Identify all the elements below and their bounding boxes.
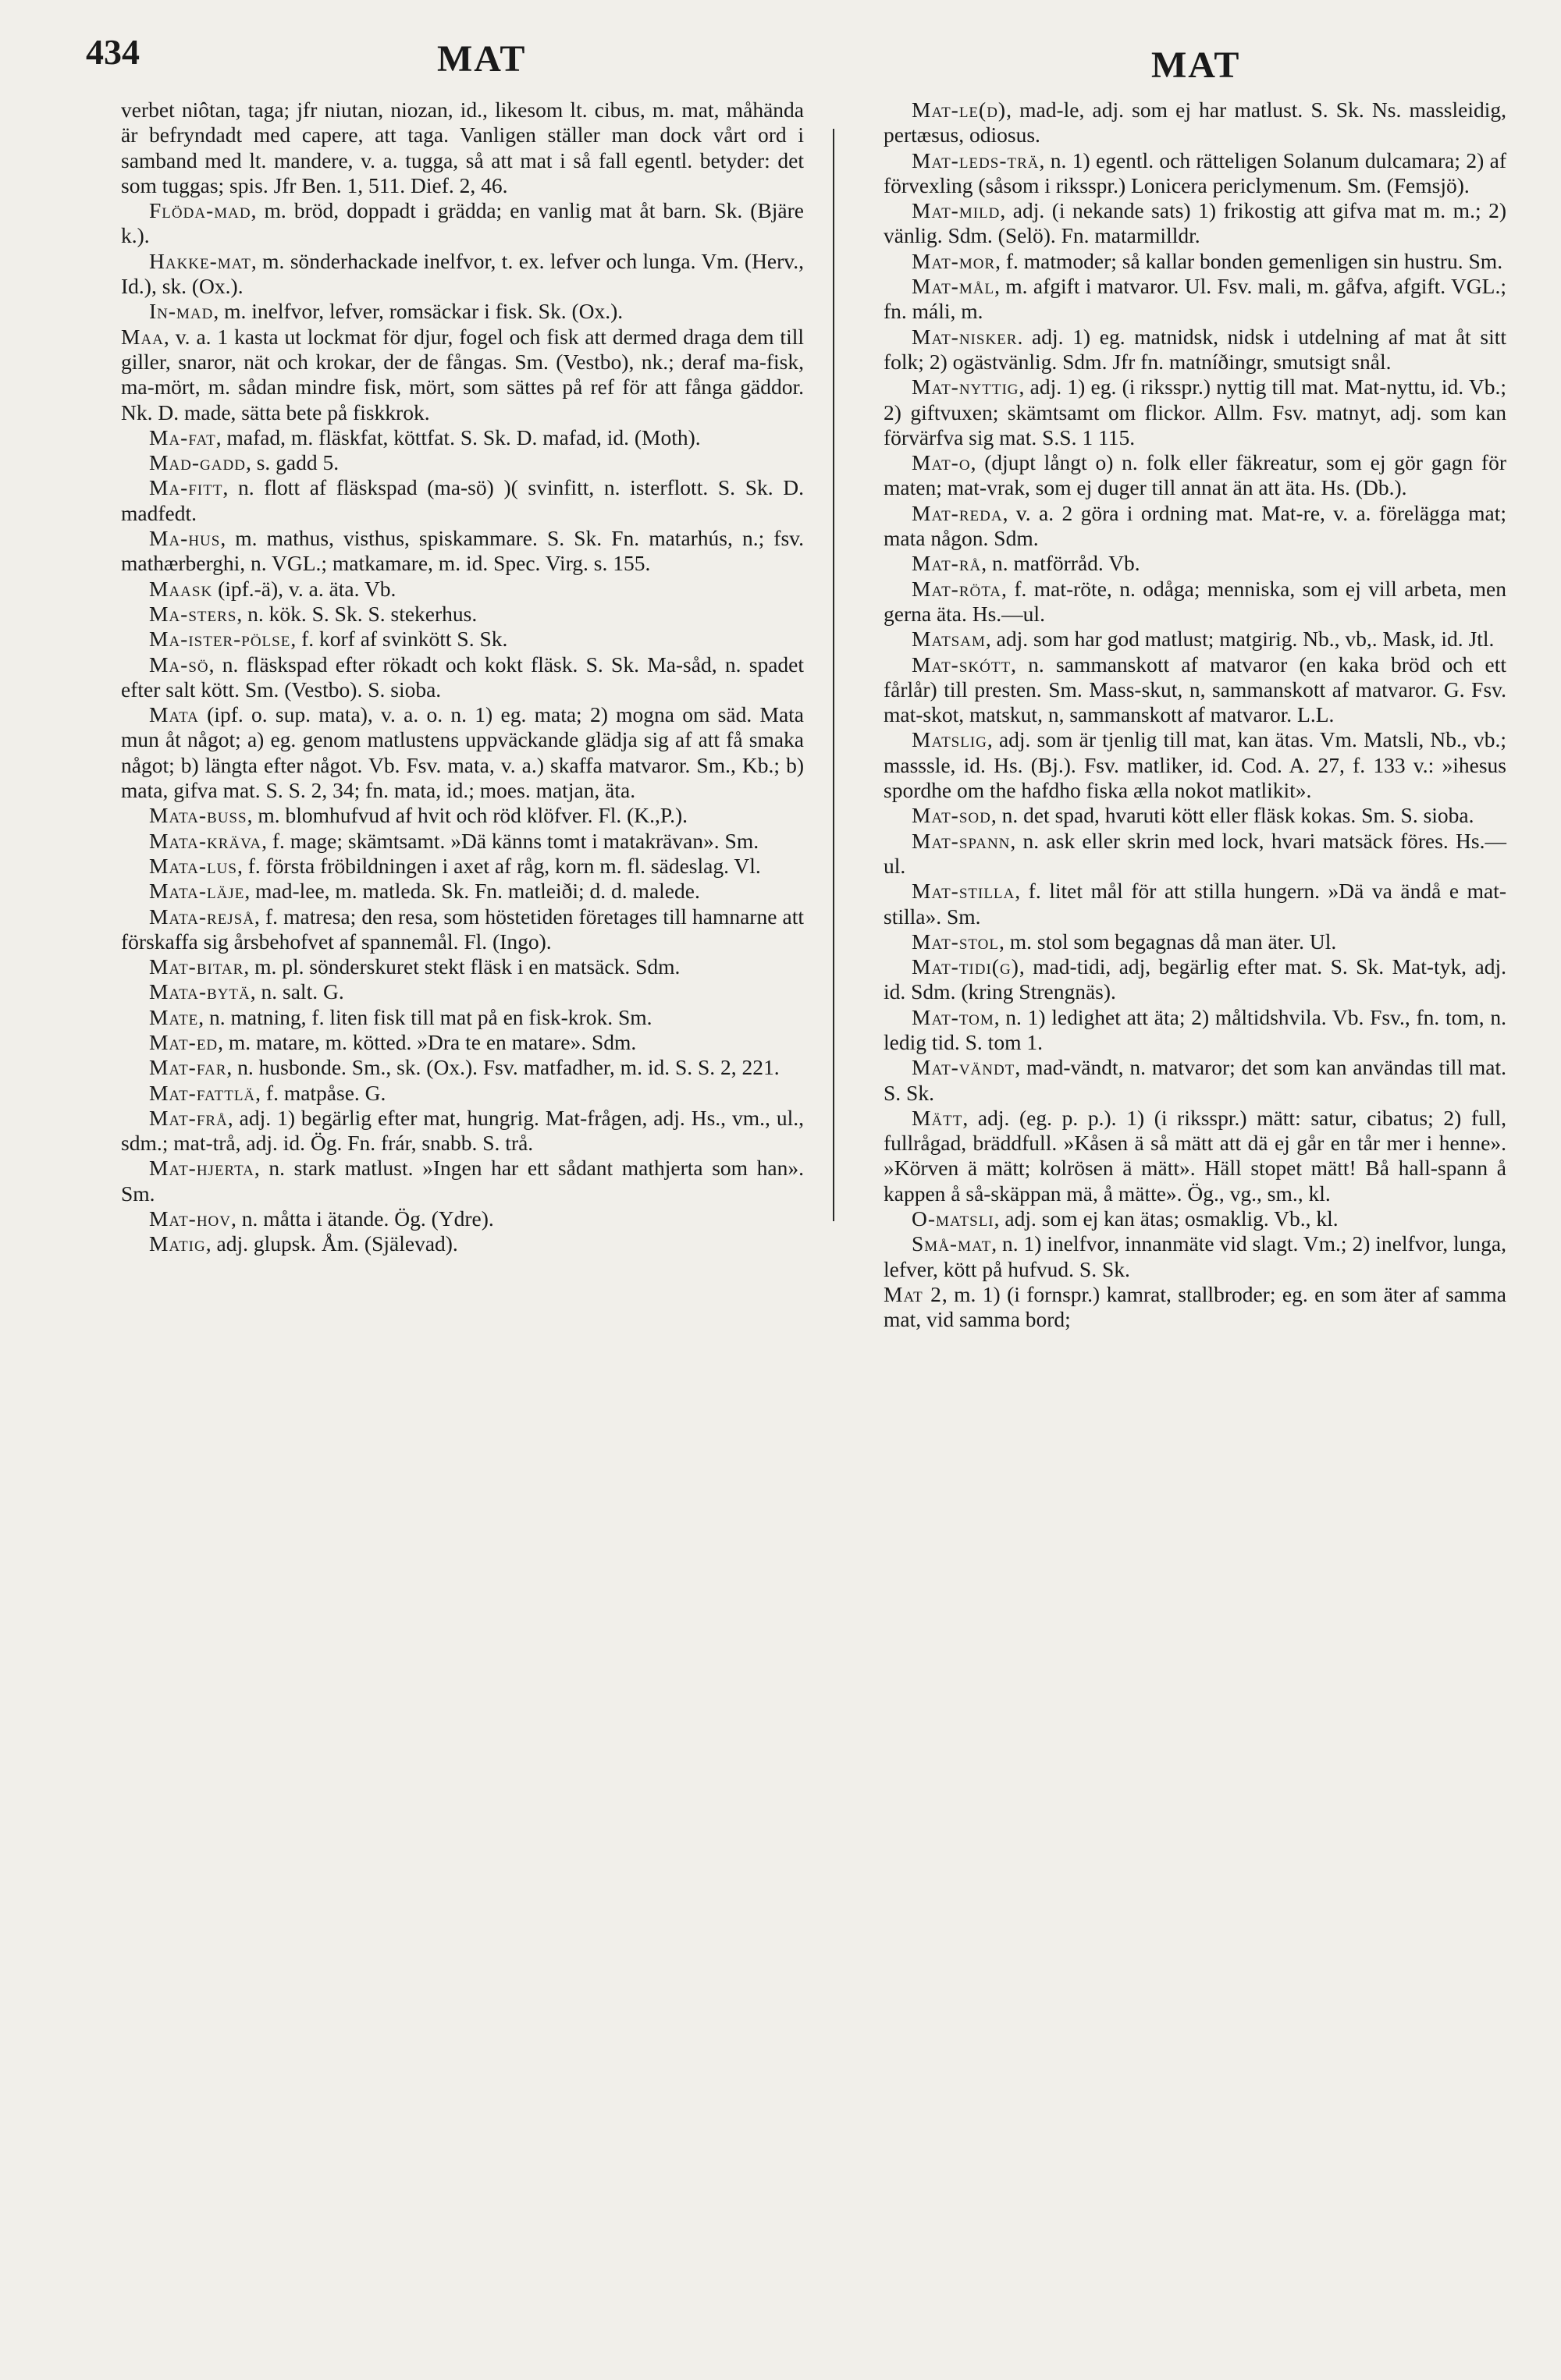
running-header-left: MAT — [437, 38, 527, 80]
dictionary-entry — [884, 375, 1506, 450]
entry-definition: , adj. som har god matlust; matgirig. Nb., vb,. Mask, id. Jtl. — [985, 627, 1495, 652]
entry-headword: Mat-leds-trä — [912, 147, 1040, 172]
entry-headword: Mata-läje — [149, 879, 245, 904]
entry-definition: , n. det spad, hvaruti kött eller fläsk kokas. Sm. S. sioba. — [990, 803, 1474, 828]
entry-headword: Mat-nisker — [912, 324, 1018, 349]
entry-definition: , n. flott af fläskspad (ma-sö) )( svinfitt, n. isterflott. S. Sk. D. madfedt. — [121, 475, 804, 525]
entry-definition: , f. matmoder; så kallar bonden gemenligen sin hustru. Sm. — [995, 248, 1503, 273]
entry-definition: verbet niôtan, taga; jfr niutan, niozan, id., likesom lt. cibus, m. mat, måhända är befryndadt med capere, att taga. Vanligen ställer man dock vårt ord i samband med lt. mandere, v. a. tugga, så att mat i så fall egentl. betyder: det som tuggas; spis. Jfr Ben. 1, 511. Dief. 2, 46. — [121, 98, 804, 197]
dictionary-entry — [121, 879, 804, 904]
entry-definition: , v. a. 1 kasta ut lockmat för djur, fogel och fisk att dermed draga dem till giller, snaror, nät och krokar, der de fångas. Sm. (Vestbo), nk.; deraf ma-fisk, ma-mört, m. sådan mindre fisk, mört, som sättes på ref för att fånga gäddor. Nk. D. made, sätta bete på fiskkrok. — [121, 324, 804, 424]
dictionary-entry — [884, 274, 1506, 325]
dictionary-entry — [121, 1005, 804, 1030]
dictionary-entry — [884, 1231, 1506, 1282]
entry-definition: , m. stol som begagnas då man äter. Ul. — [999, 929, 1337, 954]
dictionary-entry — [884, 727, 1506, 803]
entry-headword: Mat-le(d) — [912, 98, 1007, 122]
entry-definition: , f. matresa; den resa, som höstetiden företages till hamnarne att förskaffa sig årsbehofvet af spannemål. Fl. (Ingo). — [121, 904, 804, 954]
dictionary-entry — [884, 1206, 1506, 1231]
entry-headword: O-matsli — [912, 1206, 994, 1231]
entry-headword: Ma-sö — [149, 652, 209, 677]
dictionary-entry — [121, 829, 804, 854]
entry-definition: , mad-lee, m. matleda. Sk. Fn. matleiði; d. d. malede. — [244, 879, 700, 904]
dictionary-entry — [884, 551, 1506, 576]
entry-headword: Mat-stilla — [912, 879, 1015, 904]
dictionary-entry — [121, 1231, 804, 1256]
entry-definition: , f. mage; skämtsamt. »Dä känns tomt i matakrävan». Sm. — [261, 828, 759, 853]
entry-headword: Hakke-mat — [149, 248, 251, 273]
entry-definition: , mad-le, adj. som ej har matlust. S. Sk. Ns. massleidig, pertæsus, odiosus. — [884, 98, 1506, 147]
entry-headword: Mat-ed — [149, 1029, 219, 1054]
dictionary-entry — [884, 148, 1506, 199]
dictionary-entry — [121, 1081, 804, 1106]
entry-headword: Mat-far — [149, 1055, 227, 1080]
entry-definition: , adj. 1) eg. (i riksspr.) nyttig till mat. Mat-nyttu, id. Vb.; 2) giftvuxen; skämtsamt om flickor. Allm. Fsv. matnyt, adj. som kan förvärfva sig mat. S.S. 1 115. — [884, 375, 1506, 449]
entry-definition: , mad-tidi, adj, begärlig efter mat. S. Sk. Mat-tyk, adj. id. Sdm. (kring Strengnäs). — [884, 954, 1506, 1004]
entry-headword: Maa — [121, 324, 164, 349]
entry-definition: , n. fläskspad efter rökadt och kokt fläsk. S. Sk. Ma-såd, n. spadet efter salt kött. Sm. (Vestbo). S. sioba. — [121, 652, 804, 702]
dictionary-entry — [121, 425, 804, 450]
entry-headword: Ma-fitt — [149, 475, 223, 500]
dictionary-entry — [121, 1106, 804, 1156]
entry-definition: , f. första fröbildningen i axet af råg, korn m. fl. sädeslag. Vl. — [236, 853, 761, 878]
dictionary-entry — [121, 450, 804, 475]
entry-headword: Mat-fattlä — [149, 1080, 256, 1105]
entry-definition: , mad-vändt, n. matvaror; det som kan användas till mat. S. Sk. — [884, 1055, 1506, 1105]
entry-headword: Mata-kräva — [149, 828, 262, 853]
dictionary-entry — [121, 1156, 804, 1206]
entry-definition: , m. inelfvor, lefver, romsäckar i fisk. Sk. (Ox.). — [213, 299, 624, 324]
entry-headword: Mat-röta — [912, 576, 1002, 601]
dictionary-entry — [884, 249, 1506, 274]
dictionary-entry — [884, 652, 1506, 728]
entry-definition: , adj. (eg. p. p.). 1) (i riksspr.) mätt: satur, cibatus; 2) full, fullrågad, bräddfull. »Kåsen ä så mätt att dä ej går en tår mer i henne». »Körven ä mätt; kolrösen ä mätt». Häll stopet mätt! Bå hall-spann å kappen å så-skäppan mä, å mätte». Ög., vg., sm., kl. — [884, 1105, 1506, 1206]
dictionary-entry — [884, 501, 1506, 552]
right-column — [884, 98, 1506, 1333]
dictionary-entry — [121, 198, 804, 249]
entry-headword: Mat-mild — [912, 198, 1001, 223]
entry-headword: Mat-mor — [912, 248, 996, 273]
entry-definition: , n. ask eller skrin med lock, hvari matsäck föres. Hs.—ul. — [884, 828, 1506, 878]
entry-definition: , f. mat-röte, n. odåga; menniska, som ej vill arbeta, men gerna äta. Hs.—ul. — [884, 576, 1506, 626]
entry-definition: , adj. 1) begärlig efter mat, hungrig. Mat-frågen, adj. Hs., vm., ul., sdm.; mat-trå, adj. id. Ög. Fn. frár, snabb. S. trå. — [121, 1105, 804, 1156]
entry-definition: , f. matpåse. G. — [255, 1080, 386, 1105]
entry-headword: Flöda-mad — [149, 198, 251, 223]
page-number: 434 — [86, 32, 140, 72]
entry-definition: , m. 1) (i fornspr.) kamrat, stallbroder; eg. en som äter af samma mat, vid samma bord; — [884, 1281, 1506, 1332]
dictionary-entry — [121, 1055, 804, 1080]
dictionary-entry — [121, 803, 804, 828]
dictionary-entry — [121, 98, 804, 198]
entry-headword: Mata-lus — [149, 853, 237, 878]
dictionary-entry — [121, 904, 804, 955]
entry-definition: , v. a. 2 göra i ordning mat. Mat-re, v. a. förelägga mat; mata någon. Sdm. — [884, 500, 1506, 551]
dictionary-entry — [884, 325, 1506, 375]
entry-headword: Mat-tom — [912, 1004, 994, 1029]
entry-headword: Mat-reda — [912, 500, 1003, 525]
entry-headword: Mat-o — [912, 450, 971, 475]
entry-definition: , f. litet mål för att stilla hungern. »Dä va ändå e mat-stilla». Sm. — [884, 879, 1506, 929]
entry-headword: Mat-frå — [149, 1105, 228, 1130]
entry-headword: Ma-fat — [149, 424, 216, 449]
entry-headword: Mat-nyttig — [912, 375, 1019, 400]
entry-definition: , n. matning, f. liten fisk till mat på en fisk-krok. Sm. — [198, 1004, 652, 1029]
dictionary-entry — [884, 1055, 1506, 1106]
dictionary-entry — [884, 450, 1506, 501]
dictionary-entry — [884, 929, 1506, 954]
entry-headword: Mat-bitar — [149, 954, 244, 979]
entry-headword: Mat-spann — [912, 828, 1011, 853]
entry-definition: , n. matförråd. Vb. — [981, 551, 1140, 576]
dictionary-entry — [884, 198, 1506, 249]
entry-definition: , n. 1) inelfvor, innanmäte vid slagt. Vm.; 2) inelfvor, lunga, lefver, kött på hufvud. S. Sk. — [884, 1231, 1506, 1281]
entry-definition: (ipf. o. sup. mata), v. a. o. n. 1) eg. mata; 2) mogna om säd. Mata mun åt något; a) eg. genom matlustens uppväckande glädja sig af att få smaka något; b) längta efter något. Vb. Fsv. mata, v. a.) skaffa matvaror. Sm., Kb.; b) mata, gifva mat. S. S. 2, 34; fn. mata, id.; moes. matjan, äta. — [121, 702, 804, 803]
entry-definition: , m. blomhufvud af hvit och röd klöfver. Fl. (K.,P.). — [247, 803, 688, 828]
entry-headword: Mata — [149, 702, 199, 727]
entry-headword: Mata-rejså — [149, 904, 254, 929]
dictionary-entry — [884, 879, 1506, 929]
entry-definition: , n. sammanskott af matvaror (en kaka bröd och ett fårlår) till presten. Sm. Mass-skut, n, sammanskott af matvaror. G. Fsv. mat-skot, matskut, n, sammanskott af matvaror. L.L. — [884, 652, 1506, 727]
entry-definition: , n. 1) ledighet att äta; 2) måltidshvila. Vb. Fsv., fn. tom, n. ledig tid. S. tom 1. — [884, 1004, 1506, 1054]
dictionary-entry — [884, 98, 1506, 148]
entry-headword: Maask — [149, 576, 213, 601]
entry-headword: Mat-hov — [149, 1206, 231, 1231]
dictionary-entry — [884, 1282, 1506, 1333]
entry-definition: , (djupt långt o) n. folk eller fäkreatur, som ej gör gagn för maten; mat-vrak, som ej duger till annat än att äta. Hs. (Db.). — [884, 450, 1506, 500]
entry-definition: , m. bröd, doppadt i grädda; en vanlig mat åt barn. Sk. (Bjäre k.). — [121, 198, 804, 248]
entry-headword: Mat-vändt — [912, 1055, 1015, 1080]
dictionary-entry — [884, 829, 1506, 879]
dictionary-entry — [121, 854, 804, 879]
dictionary-entry — [884, 577, 1506, 627]
entry-definition: , adj. glupsk. Åm. (Själevad). — [205, 1231, 458, 1256]
entry-definition: , n. kök. S. Sk. S. stekerhus. — [236, 601, 478, 626]
entry-headword: Mätt — [912, 1105, 963, 1130]
entry-headword: Ma-ister-pölse — [149, 627, 291, 652]
dictionary-entry — [121, 1206, 804, 1231]
dictionary-entry — [121, 1030, 804, 1055]
entry-definition: , m. mathus, visthus, spiskammare. S. Sk. Fn. matarhús, n.; fsv. mathærberghi, n. VGL.; matkamare, m. id. Spec. Virg. s. 155. — [121, 526, 804, 576]
entry-definition: , n. 1) egentl. och rätteligen Solanum dulcamara; 2) af förvexling (såsom i riksspr.) Lonicera periclymenum. Sm. (Femsjö). — [884, 147, 1506, 197]
dictionary-entry — [121, 602, 804, 627]
entry-definition: , m. matare, m. kötted. »Dra te en matare». Sdm. — [218, 1029, 637, 1054]
dictionary-entry — [884, 627, 1506, 652]
running-header-right: MAT — [1151, 44, 1241, 86]
entry-headword: Mate — [149, 1004, 199, 1029]
entry-headword: Mat-stol — [912, 929, 999, 954]
entry-headword: Mata-bytä — [149, 979, 251, 1004]
entry-definition: (ipf.-ä), v. a. äta. Vb. — [212, 576, 396, 601]
entry-headword: Mat-hjerta — [149, 1156, 254, 1181]
dictionary-entry — [121, 627, 804, 652]
entry-definition: , m. pl. sönderskuret stekt fläsk i en matsäck. Sdm. — [244, 954, 681, 979]
entry-headword: Mat-skótt — [912, 652, 1012, 677]
entry-headword: Mata-buss — [149, 803, 247, 828]
entry-headword: Mat 2 — [884, 1281, 942, 1306]
dictionary-entry — [121, 249, 804, 300]
entry-definition: , mafad, m. fläskfat, köttfat. S. Sk. D. mafad, id. (Moth). — [215, 424, 701, 449]
entry-definition: , n. måtta i ätande. Ög. (Ydre). — [231, 1206, 494, 1231]
entry-headword: Matig — [149, 1231, 206, 1256]
entry-headword: Mat-sod — [912, 803, 991, 828]
entry-headword: Ma-hus — [149, 526, 221, 551]
entry-headword: Mat-mål — [912, 274, 995, 299]
entry-definition: , s. gadd 5. — [245, 450, 340, 475]
dictionary-entry — [121, 979, 804, 1004]
entry-headword: Matslig — [912, 727, 987, 752]
entry-definition: , f. korf af svinkött S. Sk. — [290, 627, 508, 652]
left-column — [121, 98, 804, 1257]
dictionary-entry — [121, 652, 804, 703]
entry-definition: , adj. som ej kan ätas; osmaklig. Vb., kl. — [994, 1206, 1339, 1231]
entry-definition: . adj. 1) eg. matnidsk, nidsk i utdelning af mat åt sitt folk; 2) ogästvänlig. Sdm. Jfr fn. matníðingr, smutsigt snål. — [884, 324, 1506, 374]
entry-headword: Matsam — [912, 627, 986, 652]
entry-headword: Mat-rå — [912, 551, 982, 576]
entry-definition: , n. stark matlust. »Ingen har ett sådant mathjerta som han». Sm. — [121, 1156, 804, 1206]
entry-definition: , adj. (i nekande sats) 1) frikostig att gifva mat m. m.; 2) vänlig. Sdm. (Selö). Fn. matarmilldr. — [884, 198, 1506, 248]
entry-headword: Mad-gadd — [149, 450, 246, 475]
dictionary-entry — [121, 577, 804, 602]
dictionary-entry — [884, 803, 1506, 828]
dictionary-entry — [121, 954, 804, 979]
column-divider — [833, 129, 834, 1221]
entry-definition: , n. salt. G. — [250, 979, 344, 1004]
dictionary-entry — [884, 1106, 1506, 1206]
entry-definition: , m. sönderhackade inelfvor, t. ex. lefver och lunga. Vm. (Herv., Id.), sk. (Ox.). — [121, 248, 804, 299]
dictionary-entry — [121, 475, 804, 526]
dictionary-entry — [884, 1005, 1506, 1056]
entry-definition: , n. husbonde. Sm., sk. (Ox.). Fsv. matfadher, m. id. S. S. 2, 221. — [226, 1055, 780, 1080]
entry-headword: Ma-sters — [149, 601, 237, 626]
dictionary-entry — [121, 526, 804, 577]
dictionary-entry — [884, 954, 1506, 1005]
entry-headword: Mat-tidi(g) — [912, 954, 1019, 979]
dictionary-entry — [121, 299, 804, 324]
entry-headword: Små-mat — [912, 1231, 992, 1256]
entry-headword: In-mad — [149, 299, 214, 324]
entry-definition: , adj. som är tjenlig till mat, kan ätas. Vm. Matsli, Nb., vb.; masssle, id. Hs. (Bj.). Fsv. matliker, id. Cod. A. 27, f. 133 v.: »ihesus spordhe om the hafdho fiska ælla nokot matlikit». — [884, 727, 1506, 803]
dictionary-entry — [121, 702, 804, 803]
entry-definition: , m. afgift i matvaror. Ul. Fsv. mali, m. gåfva, afgift. VGL.; fn. máli, m. — [884, 274, 1506, 324]
dictionary-entry — [121, 325, 804, 425]
